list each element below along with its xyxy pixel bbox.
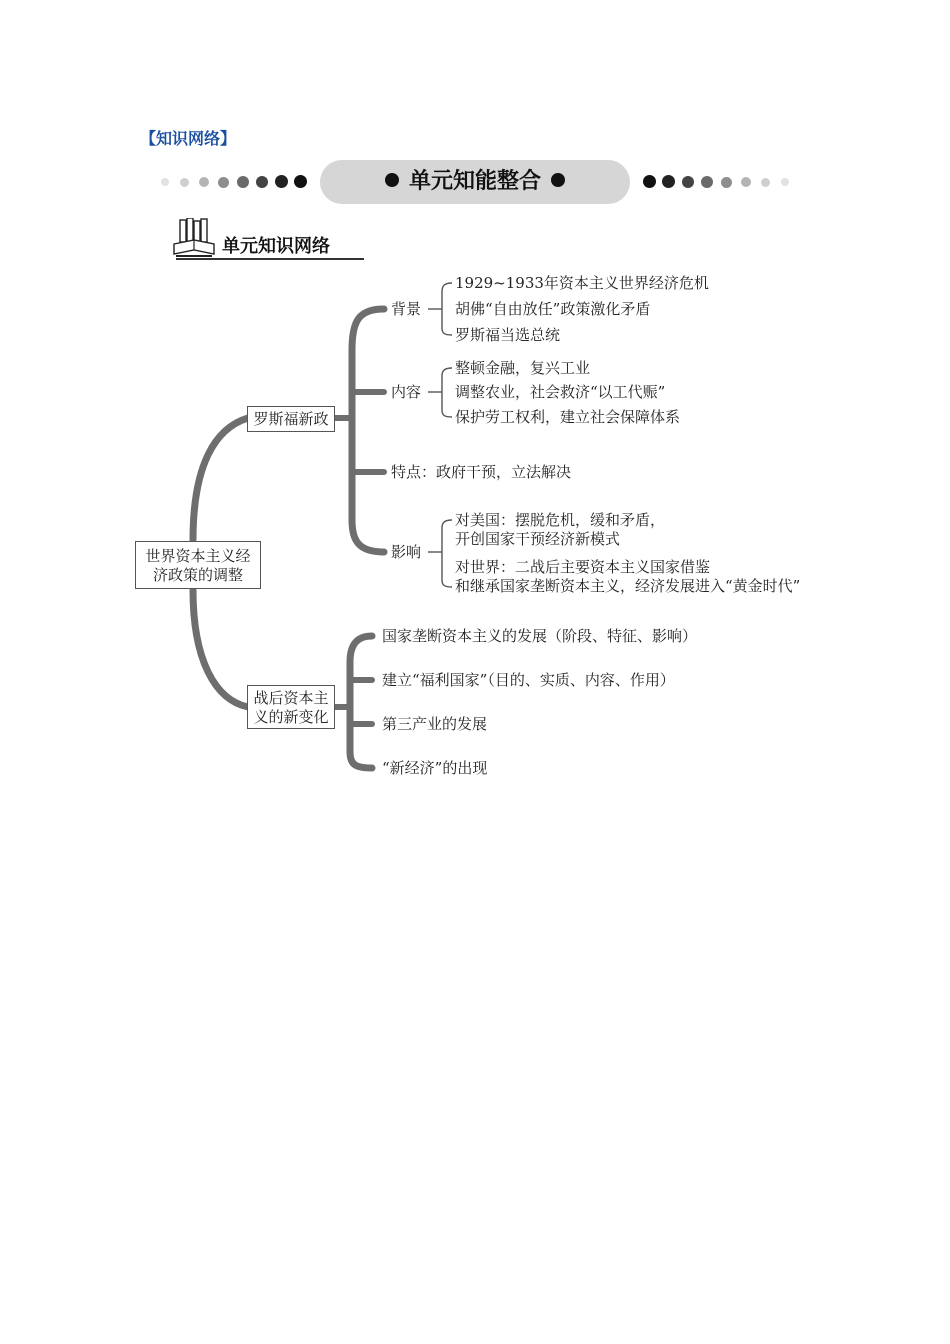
- background-label: 背景: [391, 300, 422, 318]
- root-line-1: 世界资本主义经: [145, 547, 251, 565]
- background-item: 胡佛“自由放任”政策激化矛盾: [455, 300, 651, 318]
- branch2-line-2: 义的新变化: [253, 708, 329, 726]
- root-line-2: 济政策的调整: [152, 566, 243, 584]
- background-item: 罗斯福当选总统: [455, 326, 561, 344]
- content-item: 整顿金融，复兴工业: [455, 359, 591, 377]
- mindmap-root-node: [135, 541, 261, 589]
- postwar-item: 国家垄断资本主义的发展（阶段、特征、影响）: [382, 627, 698, 645]
- banner-title: 单元知能整合: [408, 169, 541, 194]
- background-item: 1929~1933年资本主义世界经济危机: [455, 274, 709, 292]
- branch1-title: 罗斯福新政: [253, 410, 329, 428]
- impact-item: 对美国：摆脱危机，缓和矛盾，: [455, 511, 666, 529]
- subheading: 单元知识网络: [222, 236, 330, 257]
- branch2-line-1: 战后资本主: [253, 689, 329, 707]
- content-item: 调整农业，社会救济“以工代赈”: [455, 383, 666, 401]
- postwar-item: “新经济”的出现: [382, 759, 488, 777]
- impact-label: 影响: [391, 543, 422, 561]
- postwar-item: 第三产业的发展: [382, 715, 488, 733]
- content-label: 内容: [391, 383, 422, 401]
- branch-node-postwar: [247, 685, 335, 729]
- section-tag: 【知识网络】: [140, 129, 237, 148]
- content-item: 保护劳工权利，建立社会保障体系: [455, 408, 681, 426]
- branch-node-new-deal: [247, 406, 335, 432]
- impact-item: 和继承国家垄断资本主义，经济发展进入“黄金时代”: [455, 577, 801, 595]
- impact-item: 对世界：二战后主要资本主义国家借鉴: [455, 558, 711, 576]
- postwar-item: 建立“福利国家”（目的、实质、内容、作用）: [382, 671, 675, 689]
- feature-label: 特点：政府干预，立法解决: [391, 463, 572, 481]
- impact-item: 开创国家干预经济新模式: [455, 530, 621, 548]
